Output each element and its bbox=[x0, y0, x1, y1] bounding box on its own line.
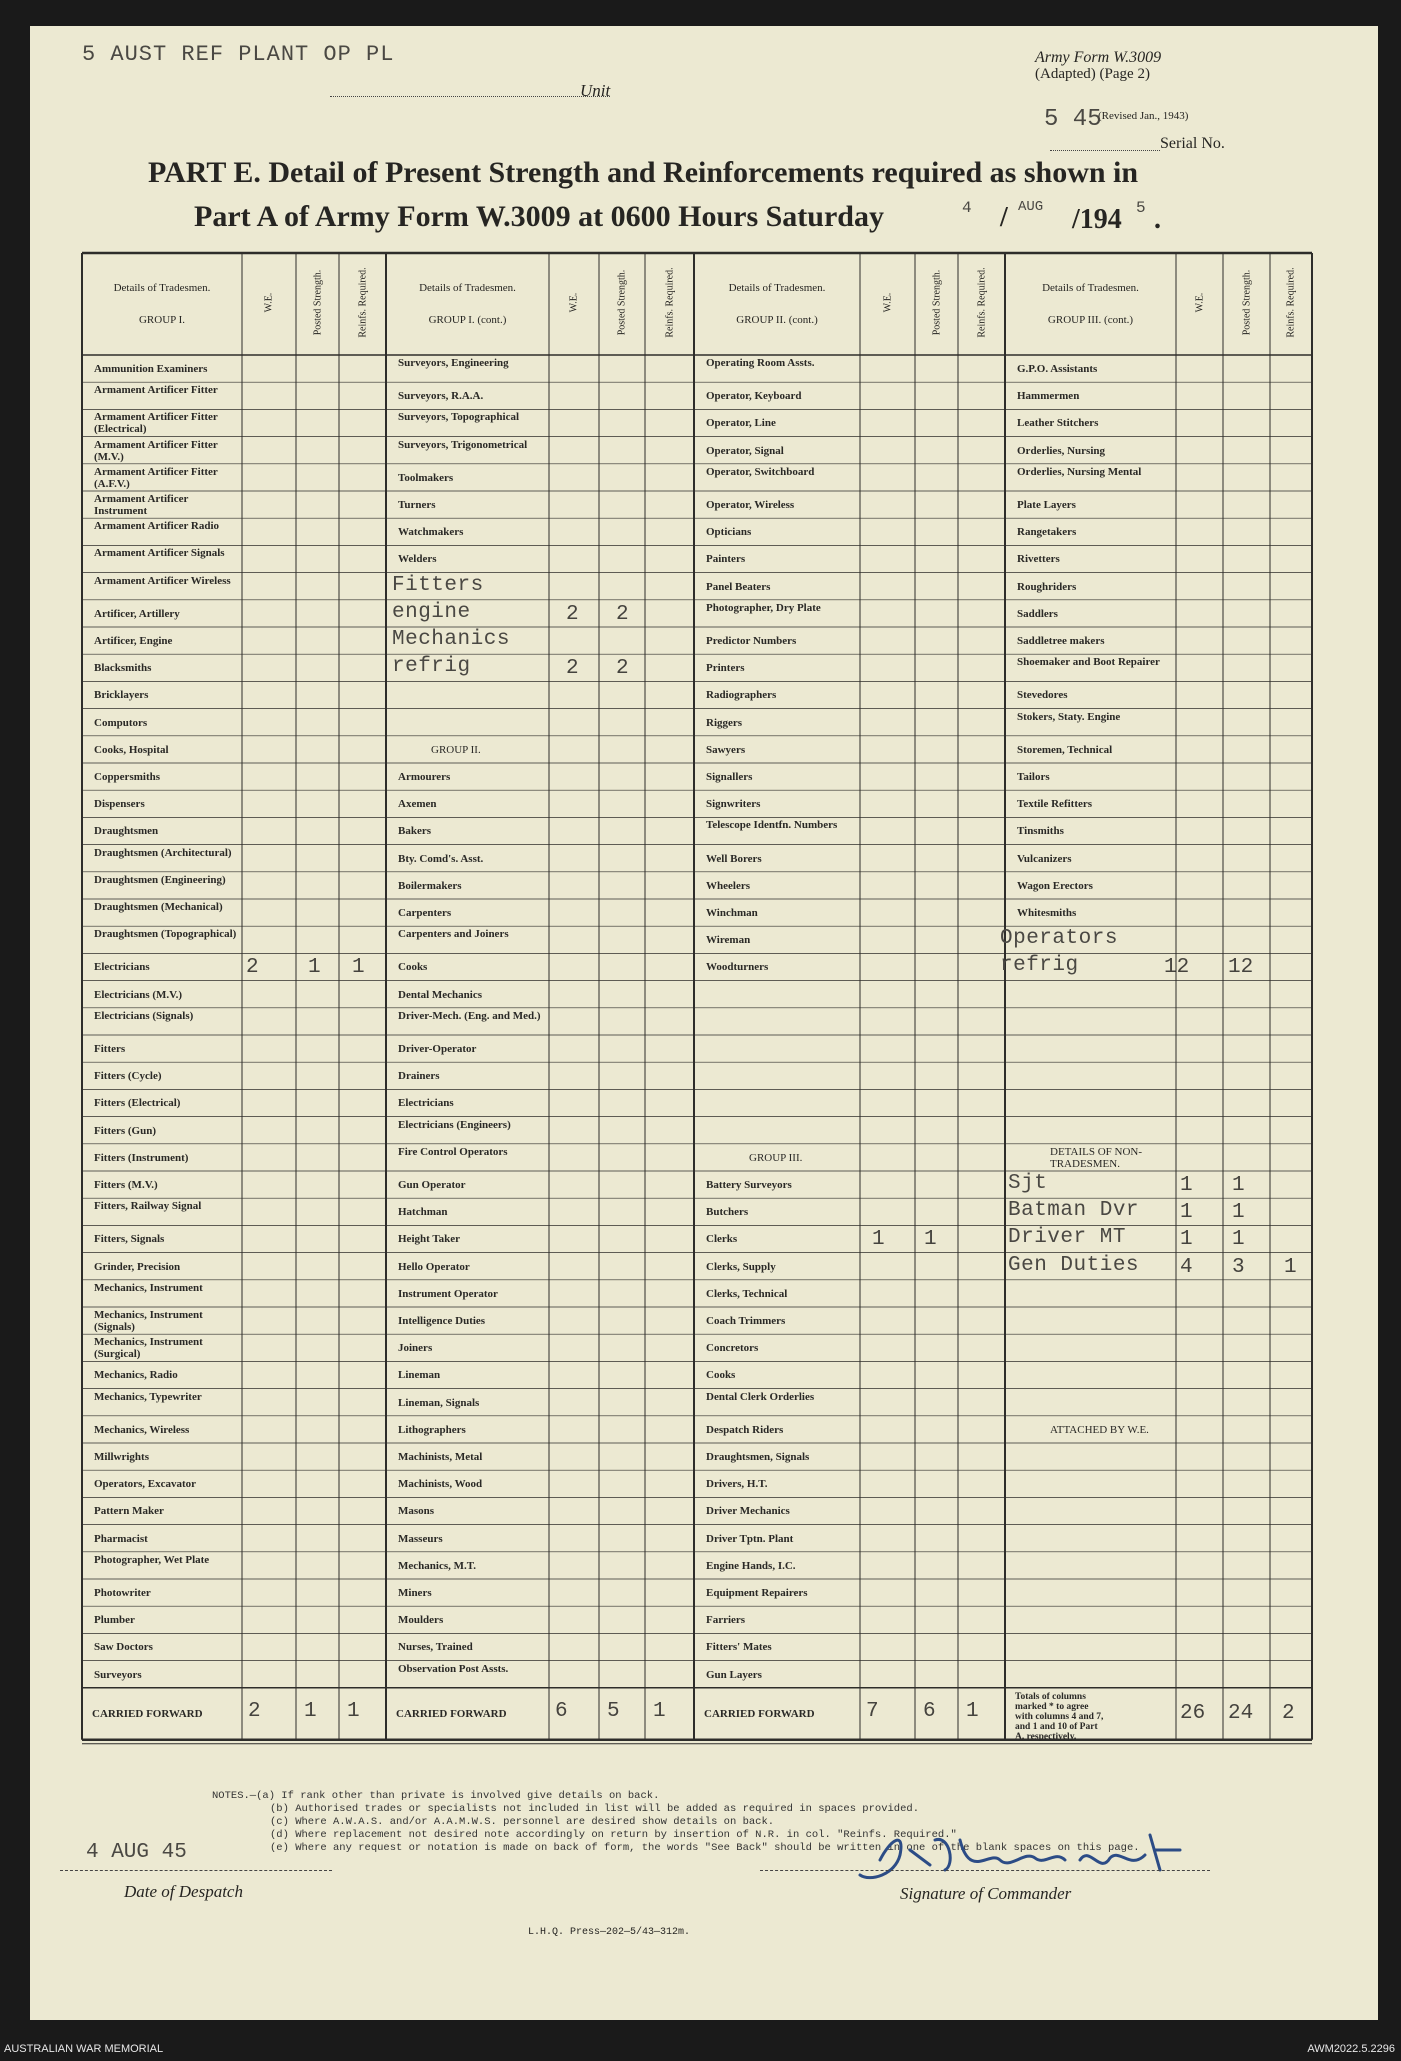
total-reinfs: 1 bbox=[653, 1699, 666, 1723]
row-label: Carpenters and Joiners bbox=[398, 928, 509, 941]
row-label: Fitters bbox=[94, 1043, 126, 1055]
row-label: Rangetakers bbox=[1017, 526, 1077, 539]
total-reinfs: 2 bbox=[1282, 1701, 1295, 1725]
row-label: Clerks, Supply bbox=[706, 1260, 776, 1273]
title-line1: PART E. Detail of Present Strength and Reinforcements required as shown in bbox=[148, 156, 1139, 189]
row-label: Wheelers bbox=[706, 879, 750, 892]
row-label: Masons bbox=[398, 1505, 435, 1518]
header-details: Details of Tradesmen. bbox=[728, 282, 826, 294]
row-label: Fitters (Cycle) bbox=[94, 1070, 162, 1083]
typed-trade: Fitters bbox=[392, 573, 484, 597]
row-label: Armament Artificer Fitter (A.F.V.) bbox=[94, 465, 218, 490]
row-label: Wireman bbox=[706, 934, 751, 947]
header-details: Details of Tradesmen. bbox=[1042, 282, 1139, 294]
row-label: Signwriters bbox=[706, 798, 761, 811]
row-label: Driver Mechanics bbox=[706, 1505, 790, 1518]
header-vertical: Posted Strength. bbox=[616, 269, 628, 336]
row-label: Pattern Maker bbox=[94, 1505, 164, 1518]
row-label: Welders bbox=[398, 553, 437, 566]
row-label: Surveyors, Topographical bbox=[398, 411, 520, 424]
row-label: Armament Artificer Signals bbox=[94, 547, 225, 560]
totals-note: A. respectively. bbox=[1015, 1731, 1077, 1742]
header-group-label: GROUP I. (cont.) bbox=[428, 314, 507, 326]
serial-typed: 5 45 bbox=[1044, 106, 1102, 133]
typed-we: 1 bbox=[1180, 1228, 1193, 1252]
despatch-date-typed: 4 AUG 45 bbox=[86, 1841, 187, 1864]
row-label: Battery Surveyors bbox=[706, 1179, 792, 1191]
row-label: Woodturners bbox=[706, 961, 769, 974]
row-label: Electricians (M.V.) bbox=[94, 988, 183, 1001]
row-label: Grinder, Precision bbox=[94, 1260, 181, 1273]
typed-trade: refrig bbox=[1000, 954, 1079, 978]
row-label: Draughtsmen bbox=[94, 825, 159, 838]
typed-trade: Operators bbox=[1000, 927, 1118, 951]
totals-note: marked * to agree bbox=[1015, 1701, 1089, 1712]
row-label: Boilermakers bbox=[398, 879, 462, 892]
typed-posted: 1 bbox=[1232, 1174, 1245, 1197]
row-label: Operator, Switchboard bbox=[706, 465, 815, 478]
row-label: Stevedores bbox=[1017, 689, 1068, 702]
row-label: Opticians bbox=[706, 526, 752, 539]
header-vertical: Posted Strength. bbox=[312, 269, 323, 336]
printer-imprint: L.H.Q. Press—202—5/43—312m. bbox=[528, 1927, 691, 1938]
header-vertical: Reinfs. Required. bbox=[357, 267, 368, 338]
header-details: Details of Tradesmen. bbox=[113, 282, 211, 294]
row-label: Signallers bbox=[706, 771, 753, 783]
row-label: Armament Artificer Wireless bbox=[94, 574, 231, 587]
totals-note: Totals of columns bbox=[1015, 1691, 1086, 1702]
row-label: Nurses, Trained bbox=[398, 1641, 473, 1654]
row-label: Axemen bbox=[398, 798, 437, 811]
row-label: Armament Artificer Fitter (M.V.) bbox=[94, 438, 218, 463]
row-label: Lineman, Signals bbox=[398, 1396, 480, 1409]
row-label: Photowriter bbox=[94, 1587, 151, 1599]
signature-line bbox=[760, 1870, 1210, 1871]
row-label: Shoemaker and Boot Repairer bbox=[1017, 656, 1160, 669]
serial-label: Serial No. bbox=[1160, 135, 1225, 152]
typed-trade: Sjt bbox=[1008, 1172, 1048, 1195]
typed-we: 1 bbox=[872, 1228, 885, 1252]
date-day: 4 bbox=[962, 199, 972, 217]
row-label: Armament Artificer Fitter bbox=[94, 384, 218, 397]
row-label: Hatchman bbox=[398, 1206, 448, 1219]
typed-posted: 2 bbox=[616, 602, 629, 626]
total-we: 2 bbox=[248, 1699, 261, 1723]
row-label: Clerks, Technical bbox=[706, 1287, 788, 1300]
header-group-label: GROUP II. (cont.) bbox=[736, 314, 818, 326]
row-label: GROUP II. bbox=[431, 743, 481, 756]
row-label: Saw Doctors bbox=[94, 1641, 153, 1654]
row-label: Fitters (Instrument) bbox=[94, 1151, 189, 1164]
row-label: Coach Trimmers bbox=[706, 1315, 786, 1327]
row-label: Fitters' Mates bbox=[706, 1641, 772, 1654]
typed-reinfs: 1 bbox=[352, 956, 365, 980]
row-label: Tailors bbox=[1017, 771, 1050, 783]
row-label: Joiners bbox=[398, 1342, 433, 1355]
date-year-digit: 5 bbox=[1136, 199, 1146, 217]
date-month: AUG bbox=[1018, 199, 1044, 215]
typed-we: 4 bbox=[1180, 1255, 1193, 1279]
header-group-label: GROUP I. bbox=[138, 314, 186, 326]
row-label: Well Borers bbox=[706, 852, 762, 865]
row-label: Miners bbox=[398, 1587, 432, 1599]
row-label: Watchmakers bbox=[398, 526, 464, 539]
row-label: Operators, Excavator bbox=[94, 1478, 197, 1491]
row-label: Fitters, Railway Signal bbox=[94, 1200, 202, 1213]
row-label: GROUP III. bbox=[749, 1151, 803, 1164]
header-vertical: W.E. bbox=[568, 292, 580, 313]
row-label: Saddletree makers bbox=[1017, 635, 1105, 647]
credit-right: AWM2022.5.2296 bbox=[1307, 2043, 1395, 2055]
credit-left: AUSTRALIAN WAR MEMORIAL bbox=[4, 2043, 164, 2055]
row-label: Sawyers bbox=[706, 743, 746, 756]
typed-posted: 12 bbox=[1228, 956, 1254, 980]
row-label: Fitters (Gun) bbox=[94, 1124, 157, 1137]
row-label: Fire Control Operators bbox=[398, 1145, 508, 1158]
row-label: Storemen, Technical bbox=[1017, 743, 1113, 756]
row-label: Dental Clerk Orderlies bbox=[706, 1390, 815, 1403]
row-label: Lithographers bbox=[398, 1423, 466, 1436]
row-label: Drainers bbox=[398, 1070, 440, 1083]
row-label: Plumber bbox=[94, 1614, 135, 1627]
typed-we: 2 bbox=[566, 602, 579, 626]
row-label: Pharmacist bbox=[94, 1532, 148, 1545]
row-label: Draughtsmen (Topographical) bbox=[94, 928, 237, 941]
row-label: Electricians bbox=[398, 1097, 454, 1110]
commander-signature bbox=[850, 1820, 1270, 1890]
row-label: Dispensers bbox=[94, 798, 145, 811]
row-label: Mechanics, Instrument (Surgical) bbox=[94, 1336, 203, 1361]
title-line2: Part A of Army Form W.3009 at 0600 Hours Saturday bbox=[194, 200, 884, 233]
row-label: Moulders bbox=[398, 1614, 444, 1627]
despatch-line bbox=[60, 1870, 332, 1871]
row-label: ATTACHED BY W.E. bbox=[1050, 1423, 1149, 1436]
row-label: Cooks bbox=[398, 961, 428, 974]
note-line: (b) Authorised trades or specialists not included in list will be added as required in spaces provided. bbox=[270, 1803, 920, 1815]
totals-note: with columns 4 and 7, bbox=[1015, 1711, 1104, 1722]
row-label: Bakers bbox=[398, 825, 431, 838]
form-revised: (Revised Jan., 1943) bbox=[1098, 110, 1189, 122]
despatch-label: Date of Despatch bbox=[124, 1882, 243, 1901]
row-label: Electricians (Engineers) bbox=[398, 1118, 511, 1131]
row-label: Draughtsmen, Signals bbox=[706, 1451, 810, 1463]
header-vertical: Posted Strength. bbox=[931, 269, 942, 336]
row-label: Toolmakers bbox=[398, 471, 454, 484]
carried-forward-label: CARRIED FORWARD bbox=[704, 1707, 815, 1720]
total-posted: 1 bbox=[304, 1699, 317, 1723]
row-label: Clerks bbox=[706, 1233, 738, 1246]
header-vertical: Reinfs. Required. bbox=[664, 267, 675, 338]
row-label: Armourers bbox=[398, 771, 451, 783]
row-label: Farriers bbox=[706, 1614, 746, 1627]
row-label: Stokers, Staty. Engine bbox=[1017, 710, 1121, 723]
row-label: Surveyors, Trigonometrical bbox=[398, 438, 528, 451]
row-label: Fitters (M.V.) bbox=[94, 1179, 158, 1191]
row-label: Intelligence Duties bbox=[398, 1315, 486, 1327]
row-label: Despatch Riders bbox=[706, 1423, 784, 1436]
row-label: Saddlers bbox=[1017, 607, 1058, 620]
typed-we: 12 bbox=[1164, 956, 1190, 980]
total-posted: 6 bbox=[923, 1699, 936, 1723]
row-label: Draughtsmen (Engineering) bbox=[94, 873, 226, 886]
row-label: Whitesmiths bbox=[1017, 907, 1077, 919]
typed-trade: refrig bbox=[392, 655, 471, 679]
total-posted: 24 bbox=[1228, 1701, 1254, 1725]
row-label: Fitters (Electrical) bbox=[94, 1097, 181, 1110]
carried-forward-label: CARRIED FORWARD bbox=[92, 1707, 203, 1720]
date-slash: / bbox=[1000, 202, 1008, 233]
note-line: (c) Where A.W.A.S. and/or A.A.M.W.S. personnel are desired show details on back. bbox=[270, 1816, 775, 1828]
date-period: . bbox=[1154, 204, 1161, 235]
row-label: Fitters, Signals bbox=[94, 1233, 165, 1246]
row-label: Coppersmiths bbox=[94, 771, 161, 783]
typed-trade: engine bbox=[392, 600, 471, 624]
total-reinfs: 1 bbox=[347, 1699, 360, 1723]
row-label: G.P.O. Assistants bbox=[1017, 363, 1098, 375]
row-label: Predictor Numbers bbox=[706, 635, 797, 647]
row-label: Armament Artificer Instrument bbox=[94, 493, 189, 517]
row-label: Turners bbox=[398, 499, 436, 511]
row-label: Gun Operator bbox=[398, 1179, 466, 1191]
row-label: Surveyors, Engineering bbox=[398, 357, 509, 369]
header-vertical: W.E. bbox=[882, 292, 893, 313]
row-label: Observation Post Assts. bbox=[398, 1662, 509, 1675]
header-vertical: Posted Strength. bbox=[1241, 269, 1252, 336]
row-label: Dental Mechanics bbox=[398, 988, 483, 1001]
row-label: Tinsmiths bbox=[1017, 825, 1064, 838]
row-label: Mechanics, Wireless bbox=[94, 1423, 190, 1436]
header-vertical: W.E. bbox=[1194, 292, 1205, 313]
row-label: Operating Room Assts. bbox=[706, 357, 815, 369]
total-we: 26 bbox=[1180, 1701, 1206, 1725]
typed-posted: 1 bbox=[1232, 1228, 1245, 1252]
row-label: Telescope Identfn. Numbers bbox=[706, 819, 838, 832]
row-label: Operator, Line bbox=[706, 417, 776, 430]
row-label: Artificer, Artillery bbox=[94, 607, 180, 620]
row-label: Surveyors bbox=[94, 1668, 142, 1681]
typed-we: 2 bbox=[566, 657, 579, 681]
row-label: Cooks, Hospital bbox=[94, 743, 169, 756]
row-label: Orderlies, Nursing Mental bbox=[1017, 465, 1142, 478]
row-label: Artificer, Engine bbox=[94, 635, 173, 647]
row-label: Mechanics, M.T. bbox=[398, 1559, 477, 1572]
note-line: (d) Where replacement not desired note accordingly on return by insertion of N.R. in col. "Reinfs. Required." bbox=[270, 1829, 957, 1841]
row-label: Blacksmiths bbox=[94, 662, 152, 675]
row-label: Engine Hands, I.C. bbox=[706, 1559, 796, 1572]
row-label: Plate Layers bbox=[1017, 499, 1076, 511]
row-label: Bricklayers bbox=[94, 689, 149, 702]
row-label: Lineman bbox=[398, 1369, 441, 1382]
row-label: Operator, Wireless bbox=[706, 499, 795, 511]
row-label: Gun Layers bbox=[706, 1668, 762, 1681]
row-label: Hammermen bbox=[1017, 390, 1080, 403]
row-label: Concretors bbox=[706, 1342, 759, 1355]
totals-note: and 1 and 10 of Part bbox=[1015, 1721, 1098, 1732]
form-number: Army Form W.3009 bbox=[1035, 49, 1162, 66]
row-label: Photographer, Dry Plate bbox=[706, 601, 821, 614]
row-label: Hello Operator bbox=[398, 1260, 470, 1273]
row-label: Wagon Erectors bbox=[1017, 879, 1093, 892]
row-label: Electricians bbox=[94, 961, 150, 974]
typed-posted: 2 bbox=[616, 657, 629, 681]
row-label: Printers bbox=[706, 662, 745, 675]
total-posted: 5 bbox=[607, 1699, 620, 1723]
row-label: Riggers bbox=[706, 716, 743, 729]
total-we: 6 bbox=[555, 1699, 568, 1723]
row-label: Textile Refitters bbox=[1017, 798, 1093, 811]
row-label: Ammunition Examiners bbox=[94, 363, 208, 375]
row-label: Armament Artificer Radio bbox=[94, 520, 220, 533]
typed-trade: Mechanics bbox=[392, 628, 510, 651]
carried-forward-label: CARRIED FORWARD bbox=[396, 1707, 507, 1720]
row-label: Radiographers bbox=[706, 689, 777, 702]
row-label: Driver Tptn. Plant bbox=[706, 1532, 794, 1545]
signature-label: Signature of Commander bbox=[900, 1884, 1072, 1903]
unit-label: Unit bbox=[580, 81, 611, 100]
row-label: DETAILS OF NON-TRADESMEN. bbox=[1050, 1145, 1143, 1170]
header-vertical: Reinfs. Required. bbox=[976, 267, 987, 338]
row-label: Vulcanizers bbox=[1017, 852, 1072, 865]
note-line: NOTES.—(a) If rank other than private is involved give details on back. bbox=[212, 1790, 660, 1802]
row-label: Height Taker bbox=[398, 1233, 461, 1246]
row-label: Driver-Operator bbox=[398, 1043, 477, 1055]
row-label: Orderlies, Nursing bbox=[1017, 444, 1105, 457]
row-label: Computors bbox=[94, 716, 148, 729]
row-label: Equipment Repairers bbox=[706, 1587, 808, 1599]
row-label: Drivers, H.T. bbox=[706, 1478, 768, 1491]
row-label: Mechanics, Typewriter bbox=[94, 1390, 202, 1403]
unit-typed: 5 AUST REF PLANT OP PL bbox=[82, 42, 395, 67]
typed-we: 2 bbox=[246, 956, 259, 980]
row-label: Operator, Keyboard bbox=[706, 390, 802, 403]
row-label: Driver-Mech. (Eng. and Med.) bbox=[398, 1009, 541, 1022]
typed-trade: Batman Dvr bbox=[1008, 1199, 1140, 1223]
row-label: Winchman bbox=[706, 907, 758, 919]
row-label: Roughriders bbox=[1017, 580, 1077, 593]
header-details: Details of Tradesmen. bbox=[419, 282, 516, 294]
row-label: Photographer, Wet Plate bbox=[94, 1553, 210, 1566]
typed-posted: 1 bbox=[1232, 1201, 1245, 1225]
row-label: Machinists, Wood bbox=[398, 1478, 483, 1491]
row-label: Draughtsmen (Architectural) bbox=[94, 846, 232, 859]
typed-trade: Driver MT bbox=[1008, 1226, 1126, 1250]
date-year: /194 bbox=[1072, 204, 1122, 235]
typed-trade: Gen Duties bbox=[1008, 1253, 1140, 1277]
typed-reinfs: 1 bbox=[1284, 1255, 1297, 1279]
total-reinfs: 1 bbox=[966, 1699, 979, 1723]
row-label: Cooks bbox=[706, 1369, 736, 1382]
row-label: Electricians (Signals) bbox=[94, 1009, 194, 1022]
typed-we: 1 bbox=[1180, 1201, 1193, 1225]
row-label: Armament Artificer Fitter (Electrical) bbox=[94, 411, 218, 436]
row-label: Mechanics, Radio bbox=[94, 1369, 178, 1382]
header-vertical: W.E. bbox=[263, 292, 275, 313]
row-label: Panel Beaters bbox=[706, 580, 771, 593]
typed-posted: 1 bbox=[924, 1228, 937, 1252]
row-label: Machinists, Metal bbox=[398, 1451, 483, 1463]
note-line: (e) Where any request or notation is made on back of form, the words "See Back" should be written in one of the blank spaces on this page. bbox=[270, 1842, 1140, 1854]
row-label: Operator, Signal bbox=[706, 444, 784, 457]
header-vertical: Reinfs. Required. bbox=[1285, 267, 1297, 338]
typed-we: 1 bbox=[1180, 1174, 1193, 1197]
row-label: Rivetters bbox=[1017, 553, 1060, 566]
row-label: Millwrights bbox=[94, 1451, 149, 1463]
row-label: Instrument Operator bbox=[398, 1287, 498, 1300]
typed-posted: 1 bbox=[308, 956, 321, 980]
row-label: Mechanics, Instrument bbox=[94, 1281, 203, 1294]
row-label: Mechanics, Instrument (Signals) bbox=[94, 1309, 203, 1333]
row-label: Masseurs bbox=[398, 1532, 443, 1545]
form-adapted: (Adapted) (Page 2) bbox=[1035, 66, 1150, 82]
typed-posted: 3 bbox=[1232, 1255, 1245, 1279]
row-label: Draughtsmen (Mechanical) bbox=[94, 901, 223, 913]
total-we: 7 bbox=[866, 1699, 879, 1723]
row-label: Surveyors, R.A.A. bbox=[398, 390, 484, 403]
header-group-label: GROUP III. (cont.) bbox=[1047, 314, 1134, 326]
row-label: Leather Stitchers bbox=[1017, 417, 1099, 430]
row-label: Carpenters bbox=[398, 907, 452, 919]
row-label: Butchers bbox=[706, 1206, 749, 1219]
row-label: Bty. Comd's. Asst. bbox=[398, 852, 484, 865]
row-label: Painters bbox=[706, 553, 746, 566]
